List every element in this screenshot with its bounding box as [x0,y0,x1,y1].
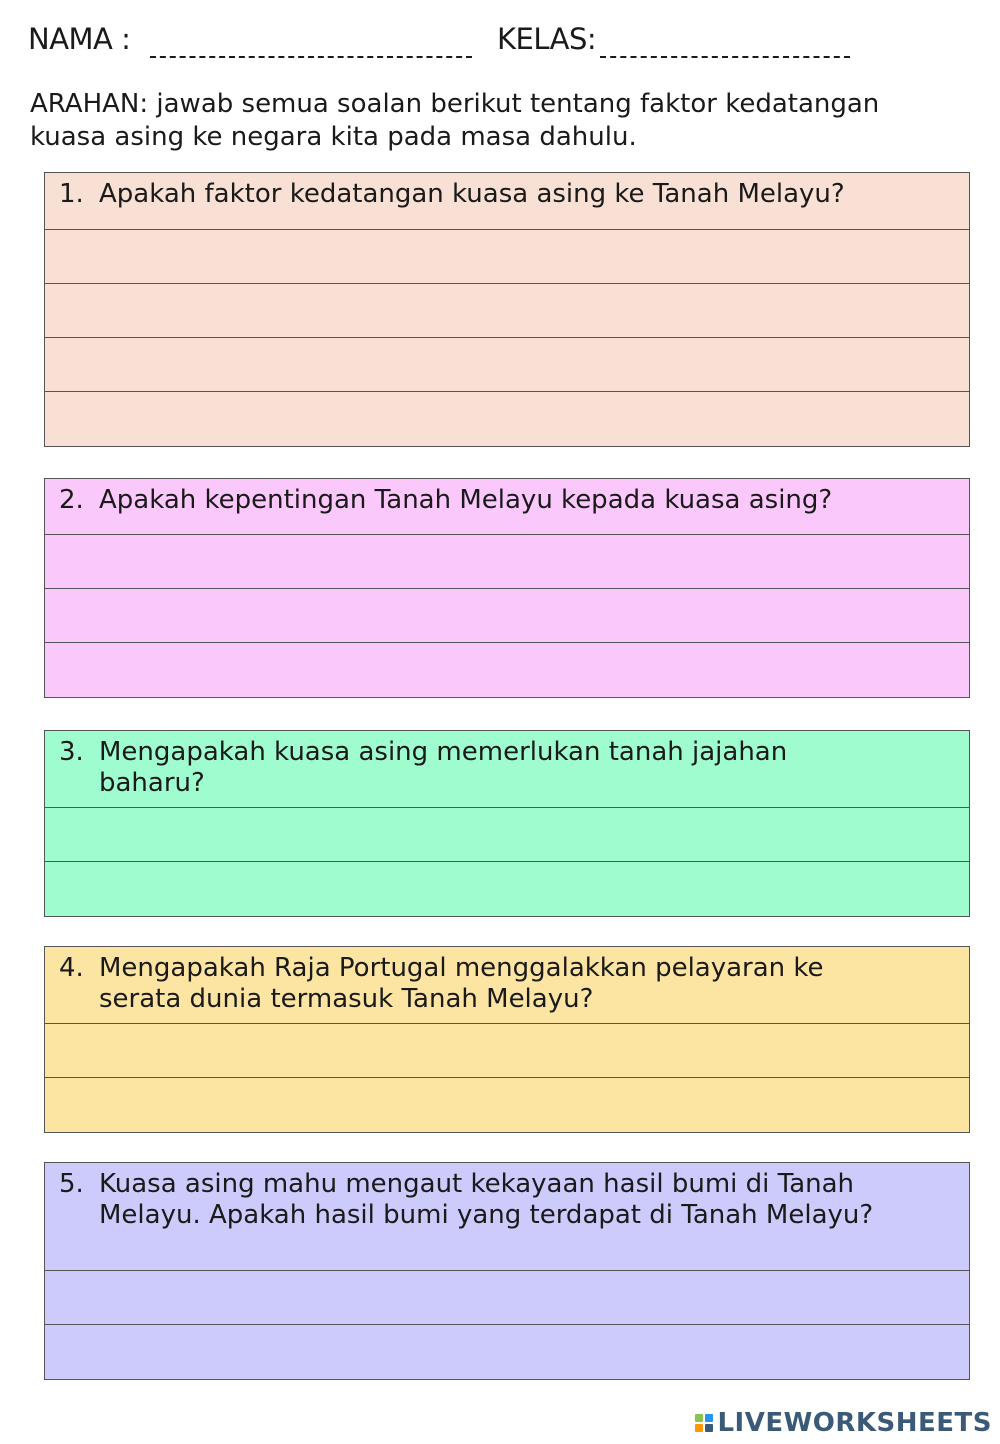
answer-line[interactable] [45,643,969,697]
answer-line[interactable] [45,338,969,392]
answer-line[interactable] [45,1271,969,1325]
question-2 [45,479,969,535]
answer-line[interactable] [45,808,969,862]
question-number: 5. [59,1169,84,1199]
liveworksheets-logo-icon [695,1414,713,1432]
question-box-3 [44,730,970,917]
answer-line[interactable] [45,535,969,589]
answer-line[interactable] [45,589,969,643]
answer-line[interactable] [45,1024,969,1078]
question-number: 1. [59,179,84,209]
answer-line[interactable] [45,862,969,916]
question-3 [45,731,969,808]
question-1 [45,173,969,230]
question-text: Apakah kepentingan Tanah Melayu kepada kuasa asing? [99,485,833,515]
nama-label: NAMA : [28,22,131,56]
question-5 [45,1163,969,1271]
kelas-label: KELAS: [497,22,597,56]
question-number: 2. [59,485,84,515]
question-text: Kuasa asing mahu mengaut kekayaan hasil bumi di Tanah Melayu. Apakah hasil bumi yang terdapat di Tanah Melayu? [99,1169,874,1230]
question-number: 3. [59,737,84,767]
answer-line[interactable] [45,1325,969,1379]
answer-line[interactable] [45,1078,969,1132]
question-box-4 [44,946,970,1133]
question-number: 4. [59,953,84,983]
question-4 [45,947,969,1024]
nama-input-line[interactable] [150,56,472,58]
liveworksheets-logo[interactable] [695,1408,992,1438]
answer-line[interactable] [45,230,969,284]
answer-line[interactable] [45,284,969,338]
instructions: ARAHAN: jawab semua soalan berikut tentang faktor kedatangan kuasa asing ke negara kita pada masa dahulu. [30,89,880,152]
question-text: Mengapakah kuasa asing memerlukan tanah jajahan baharu? [99,737,788,798]
question-box-2 [44,478,970,698]
answer-line[interactable] [45,392,969,446]
question-text: Apakah faktor kedatangan kuasa asing ke Tanah Melayu? [99,179,845,209]
kelas-input-line[interactable] [600,56,850,58]
logo-text: LIVEWORKSHEETS [717,1408,992,1438]
question-box-1 [44,172,970,447]
question-box-5 [44,1162,970,1380]
question-text: Mengapakah Raja Portugal menggalakkan pelayaran ke serata dunia termasuk Tanah Melayu? [99,953,824,1014]
